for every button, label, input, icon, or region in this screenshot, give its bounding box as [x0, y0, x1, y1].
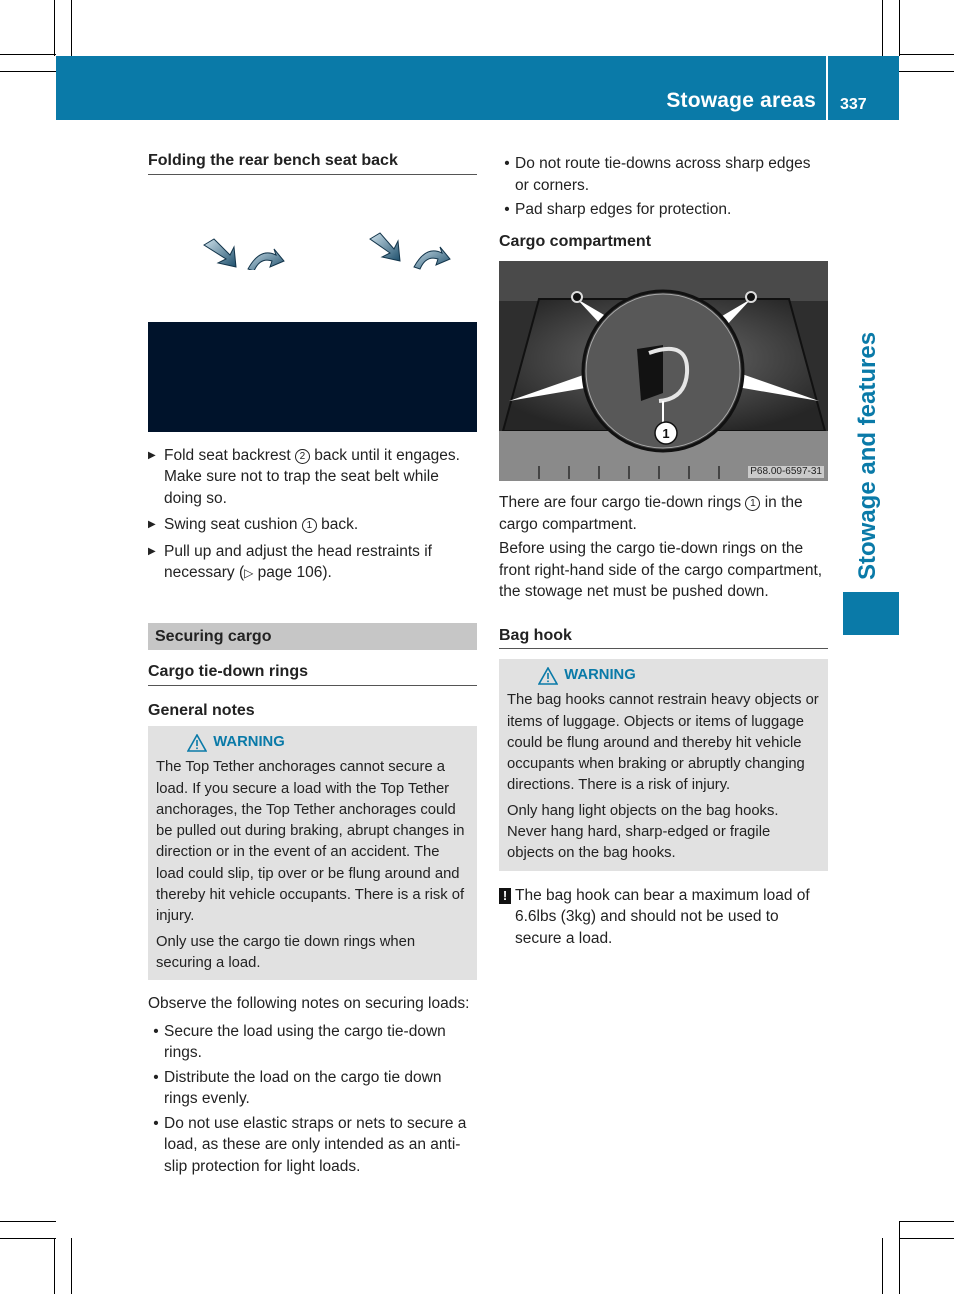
- warning-text: The Top Tether anchorages cannot secure a load. If you secure a load with the Top Tether anchorages, the Top Tether anchorages could be pulled out during braking, abrupt changes in direction or in the event of an accident. The load could slip, tip over or be flung around and thereby hit vehicle occupants. There is a risk of injury.: [156, 759, 465, 925]
- step-arrow-icon: ▶: [148, 519, 156, 530]
- list-item: [148, 541, 477, 585]
- crop-mark: [71, 0, 72, 56]
- right-column: [499, 150, 828, 949]
- step-arrow-icon: ▶: [148, 545, 156, 557]
- warning-title: WARNING: [564, 667, 636, 683]
- photo-callout: 1: [662, 426, 670, 441]
- cargo-paragraph: Before using the cargo tie-down rings on the front right-hand side of the cargo compartment, the stowage net must be pushed down.: [499, 540, 823, 600]
- bullet-icon: •: [153, 1114, 159, 1132]
- warning-text: The bag hooks cannot restrain heavy objects or items of luggage. Objects or items of luggage could be flung around and thereby hit vehicle occupants when braking or abruptly changing directions. There is a risk of injury.: [507, 692, 819, 794]
- securing-intro: Observe the following notes on securing loads:: [148, 995, 470, 1013]
- crop-mark: [0, 1221, 56, 1222]
- list-item: [148, 445, 477, 510]
- callout-ref: 1: [302, 518, 317, 533]
- securing-list: [148, 1021, 477, 1178]
- crop-mark: [899, 1221, 954, 1222]
- crop-mark: [71, 1238, 72, 1294]
- crop-mark: [899, 71, 954, 72]
- list-item: [499, 199, 828, 221]
- warning-instruction: Only use the cargo tie down rings when securing a load.: [156, 933, 416, 971]
- securing-cargo-band: Securing cargo: [148, 623, 477, 651]
- callout-ref: 2: [295, 449, 310, 464]
- list-item: [148, 1067, 477, 1110]
- warning-title: WARNING: [213, 734, 285, 750]
- seat-illustration: [148, 175, 477, 270]
- image-code: P68.00-6597-31: [750, 466, 822, 477]
- bullet-icon: •: [504, 155, 510, 172]
- cargo-paragraph: [499, 492, 828, 535]
- crop-mark: [0, 54, 56, 55]
- header-divider: [826, 56, 828, 120]
- crop-mark: [899, 1221, 900, 1294]
- bullet-text: Do not route tie-downs across sharp edges or corners.: [515, 155, 811, 194]
- left-column: [148, 150, 477, 1180]
- callout-ref: 1: [745, 496, 760, 511]
- bag-hook-heading: Bag hook: [499, 625, 828, 650]
- bullet-text: Secure the load using the cargo tie-down rings.: [164, 1022, 446, 1062]
- step-arrow-icon: ▶: [148, 449, 156, 461]
- crop-mark: [899, 0, 900, 56]
- warning-box: [499, 659, 828, 871]
- chapter-tab-label: Stowage and features: [854, 331, 881, 580]
- paragraph-text: in the cargo compartment.: [499, 494, 803, 533]
- cargo-compartment-photo: [499, 261, 828, 481]
- step-text-part: Swing seat cushion: [164, 516, 302, 533]
- step-text-part: Fold seat backrest: [164, 446, 295, 464]
- tie-down-heading: Cargo tie-down rings: [148, 661, 477, 686]
- crop-mark: [0, 1238, 56, 1239]
- paragraph-text: There are four cargo tie-down rings: [499, 494, 746, 511]
- step-text-part: page 106).: [253, 564, 332, 581]
- folding-steps: [148, 445, 477, 585]
- note-text: The bag hook can bear a maximum load of 6.6lbs (3kg) and should not be used to secure a load.: [515, 886, 810, 947]
- crop-mark: [899, 54, 954, 55]
- folding-heading: Folding the rear bench seat back: [148, 150, 477, 175]
- bullet-icon: •: [153, 1068, 159, 1086]
- step-text: [164, 541, 477, 585]
- step-text: [164, 445, 477, 510]
- bullet-text: Distribute the load on the cargo tie down rings evenly.: [164, 1068, 442, 1108]
- bullet-icon: •: [153, 1022, 159, 1040]
- step-text: [164, 514, 358, 536]
- page-number: 337: [840, 96, 867, 113]
- crop-mark: [0, 71, 56, 72]
- note: [499, 885, 828, 950]
- bullet-text: Do not use elastic straps or nets to secure a load, as these are only intended as an anti-slip protection for light loads.: [164, 1114, 467, 1175]
- bullet-icon: •: [504, 201, 510, 218]
- cargo-compartment-heading: Cargo compartment: [499, 232, 652, 250]
- warning-header: [156, 732, 316, 753]
- list-item: [148, 1113, 477, 1178]
- tie-down-list: [499, 153, 828, 221]
- step-text-part: Pull up and adjust the head restraints if necessary (: [164, 542, 432, 581]
- list-item: [148, 1021, 477, 1064]
- crop-mark: [899, 1238, 954, 1239]
- warning-instruction: Only hang light objects on the bag hooks. Never hang hard, sharp-edged or fragile objects on the bag hooks.: [507, 802, 779, 862]
- step-text-part: back until it engages. Make sure not to trap the seat belt while doing so.: [164, 446, 460, 507]
- seat-fold-arrow-icon: [148, 175, 477, 270]
- crop-mark: [54, 1238, 55, 1294]
- list-item: [148, 514, 477, 536]
- crop-mark: [882, 0, 883, 56]
- chapter-tab-marker: [843, 592, 899, 635]
- warning-triangle-icon: [187, 734, 207, 752]
- cargo-photo-drawing: [499, 261, 828, 481]
- warning-header: [507, 665, 667, 686]
- list-item: [499, 153, 828, 196]
- warning-box: [148, 726, 477, 980]
- seat-illustration-panel: [148, 322, 477, 432]
- step-text-part: back.: [316, 516, 359, 533]
- crop-mark: [54, 0, 55, 56]
- bullet-text: Pad sharp edges for protection.: [515, 201, 732, 218]
- page-ref-arrow-icon: ▷: [244, 566, 254, 580]
- warning-triangle-icon: [538, 667, 558, 685]
- crop-mark: [882, 1238, 883, 1294]
- exclamation-icon: [499, 885, 515, 950]
- exclamation-mark: !: [499, 888, 511, 904]
- section-title: Stowage areas: [666, 89, 816, 112]
- general-notes-heading: General notes: [148, 701, 255, 719]
